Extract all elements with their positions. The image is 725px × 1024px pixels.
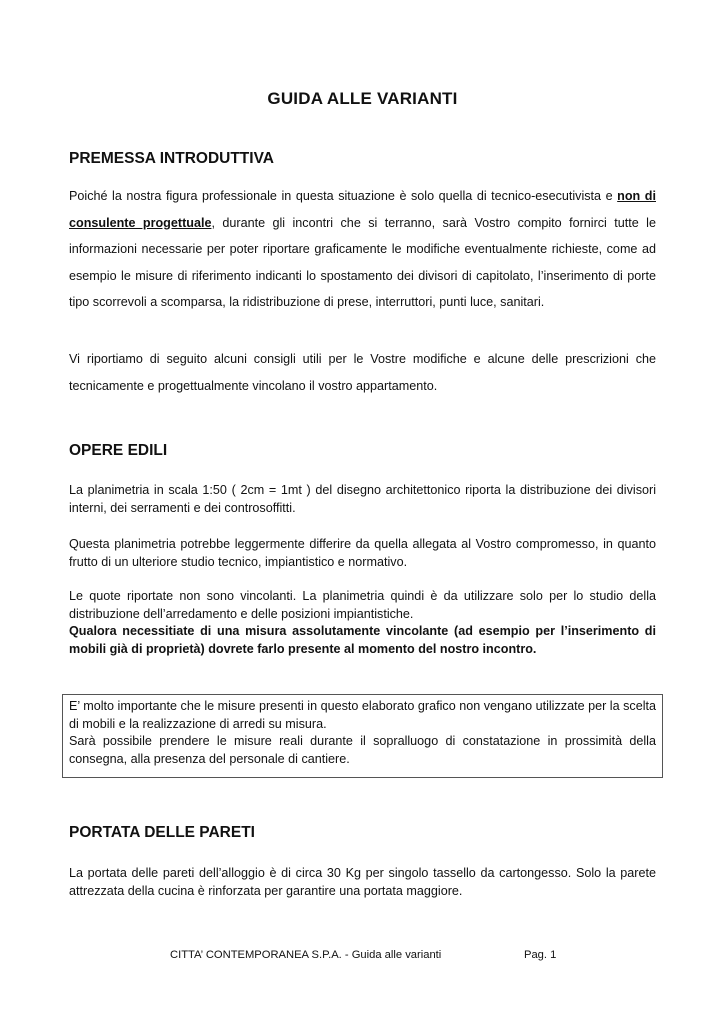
premessa-paragraph-1 [69,183,656,316]
notice-box [62,694,663,778]
opere-edili-paragraph-4: Qualora necessitiate di una misura assolutamente vincolante (ad esempio per l’inserimento di mobili già di proprietà) dovrete farlo presente al momento del nostro incontro. [69,624,656,656]
opere-edili-heading: OPERE EDILI [69,442,168,459]
footer-page-number: Pag. 1 [524,949,557,961]
portata-heading: PORTATA DELLE PARETI [69,824,255,841]
notice-line-2: Sarà possibile prendere le misure reali durante il sopralluogo di constatazione in prossimità della consegna, alla presenza del personale di cantiere. [69,734,656,766]
footer-company: CITTA’ CONTEMPORANEA S.P.A. - Guida alle varianti [170,949,442,961]
notice-line-1: E’ molto importante che le misure presenti in questo elaborato grafico non vengano utilizzate per la scelta di mobili e la realizzazione di arredi su misura. [69,699,656,731]
premessa-paragraph-2: Vi riportiamo di seguito alcuni consigli utili per le Vostre modifiche e alcune delle prescrizioni che tecnicamente e progettualmente vincolano il vostro appartamento. [69,352,656,393]
premessa-p1-rest: , durante gli incontri che si terranno, sarà Vostro compito fornirci tutte le informazioni necessarie per poter riportare graficamente le modifiche eventualmente richieste, come ad esempio le misure di riferimento indicanti lo spostamento dei divisori di capitolato, l’inserimento di porte tipo scorrevoli a scomparsa, la ridistribuzione di prese, interruttori, punti luce, sanitari. [69,215,656,309]
premessa-p1-text: Poiché la nostra figura professionale in questa situazione è solo quella di tecnico-esecutivista e [69,189,618,203]
opere-edili-paragraph-3: Le quote riportate non sono vincolanti. La planimetria quindi è da utilizzare solo per lo studio della distribuzione dell’arredamento e delle posizioni impiantistiche. [69,589,656,621]
premessa-heading: PREMESSA INTRODUTTIVA [69,150,274,167]
opere-edili-paragraph-2: Questa planimetria potrebbe leggermente differire da quella allegata al Vostro compromesso, in quanto frutto di un ulteriore studio tecnico, impiantistico e normativo. [69,537,656,569]
opere-edili-paragraph-1: La planimetria in scala 1:50 ( 2cm = 1mt ) del disegno architettonico riporta la distribuzione dei divisori interni, dei serramenti e dei controsoffitti. [69,483,656,515]
document-title: GUIDA ALLE VARIANTI [267,89,458,108]
portata-paragraph-1: La portata delle pareti dell’alloggio è di circa 30 Kg per singolo tassello da cartongesso. Solo la parete attrezzata della cucina è rinforzata per garantire una portata maggiore. [69,866,656,898]
premessa-p1-emphasis: non di consulente progettuale [69,189,656,230]
